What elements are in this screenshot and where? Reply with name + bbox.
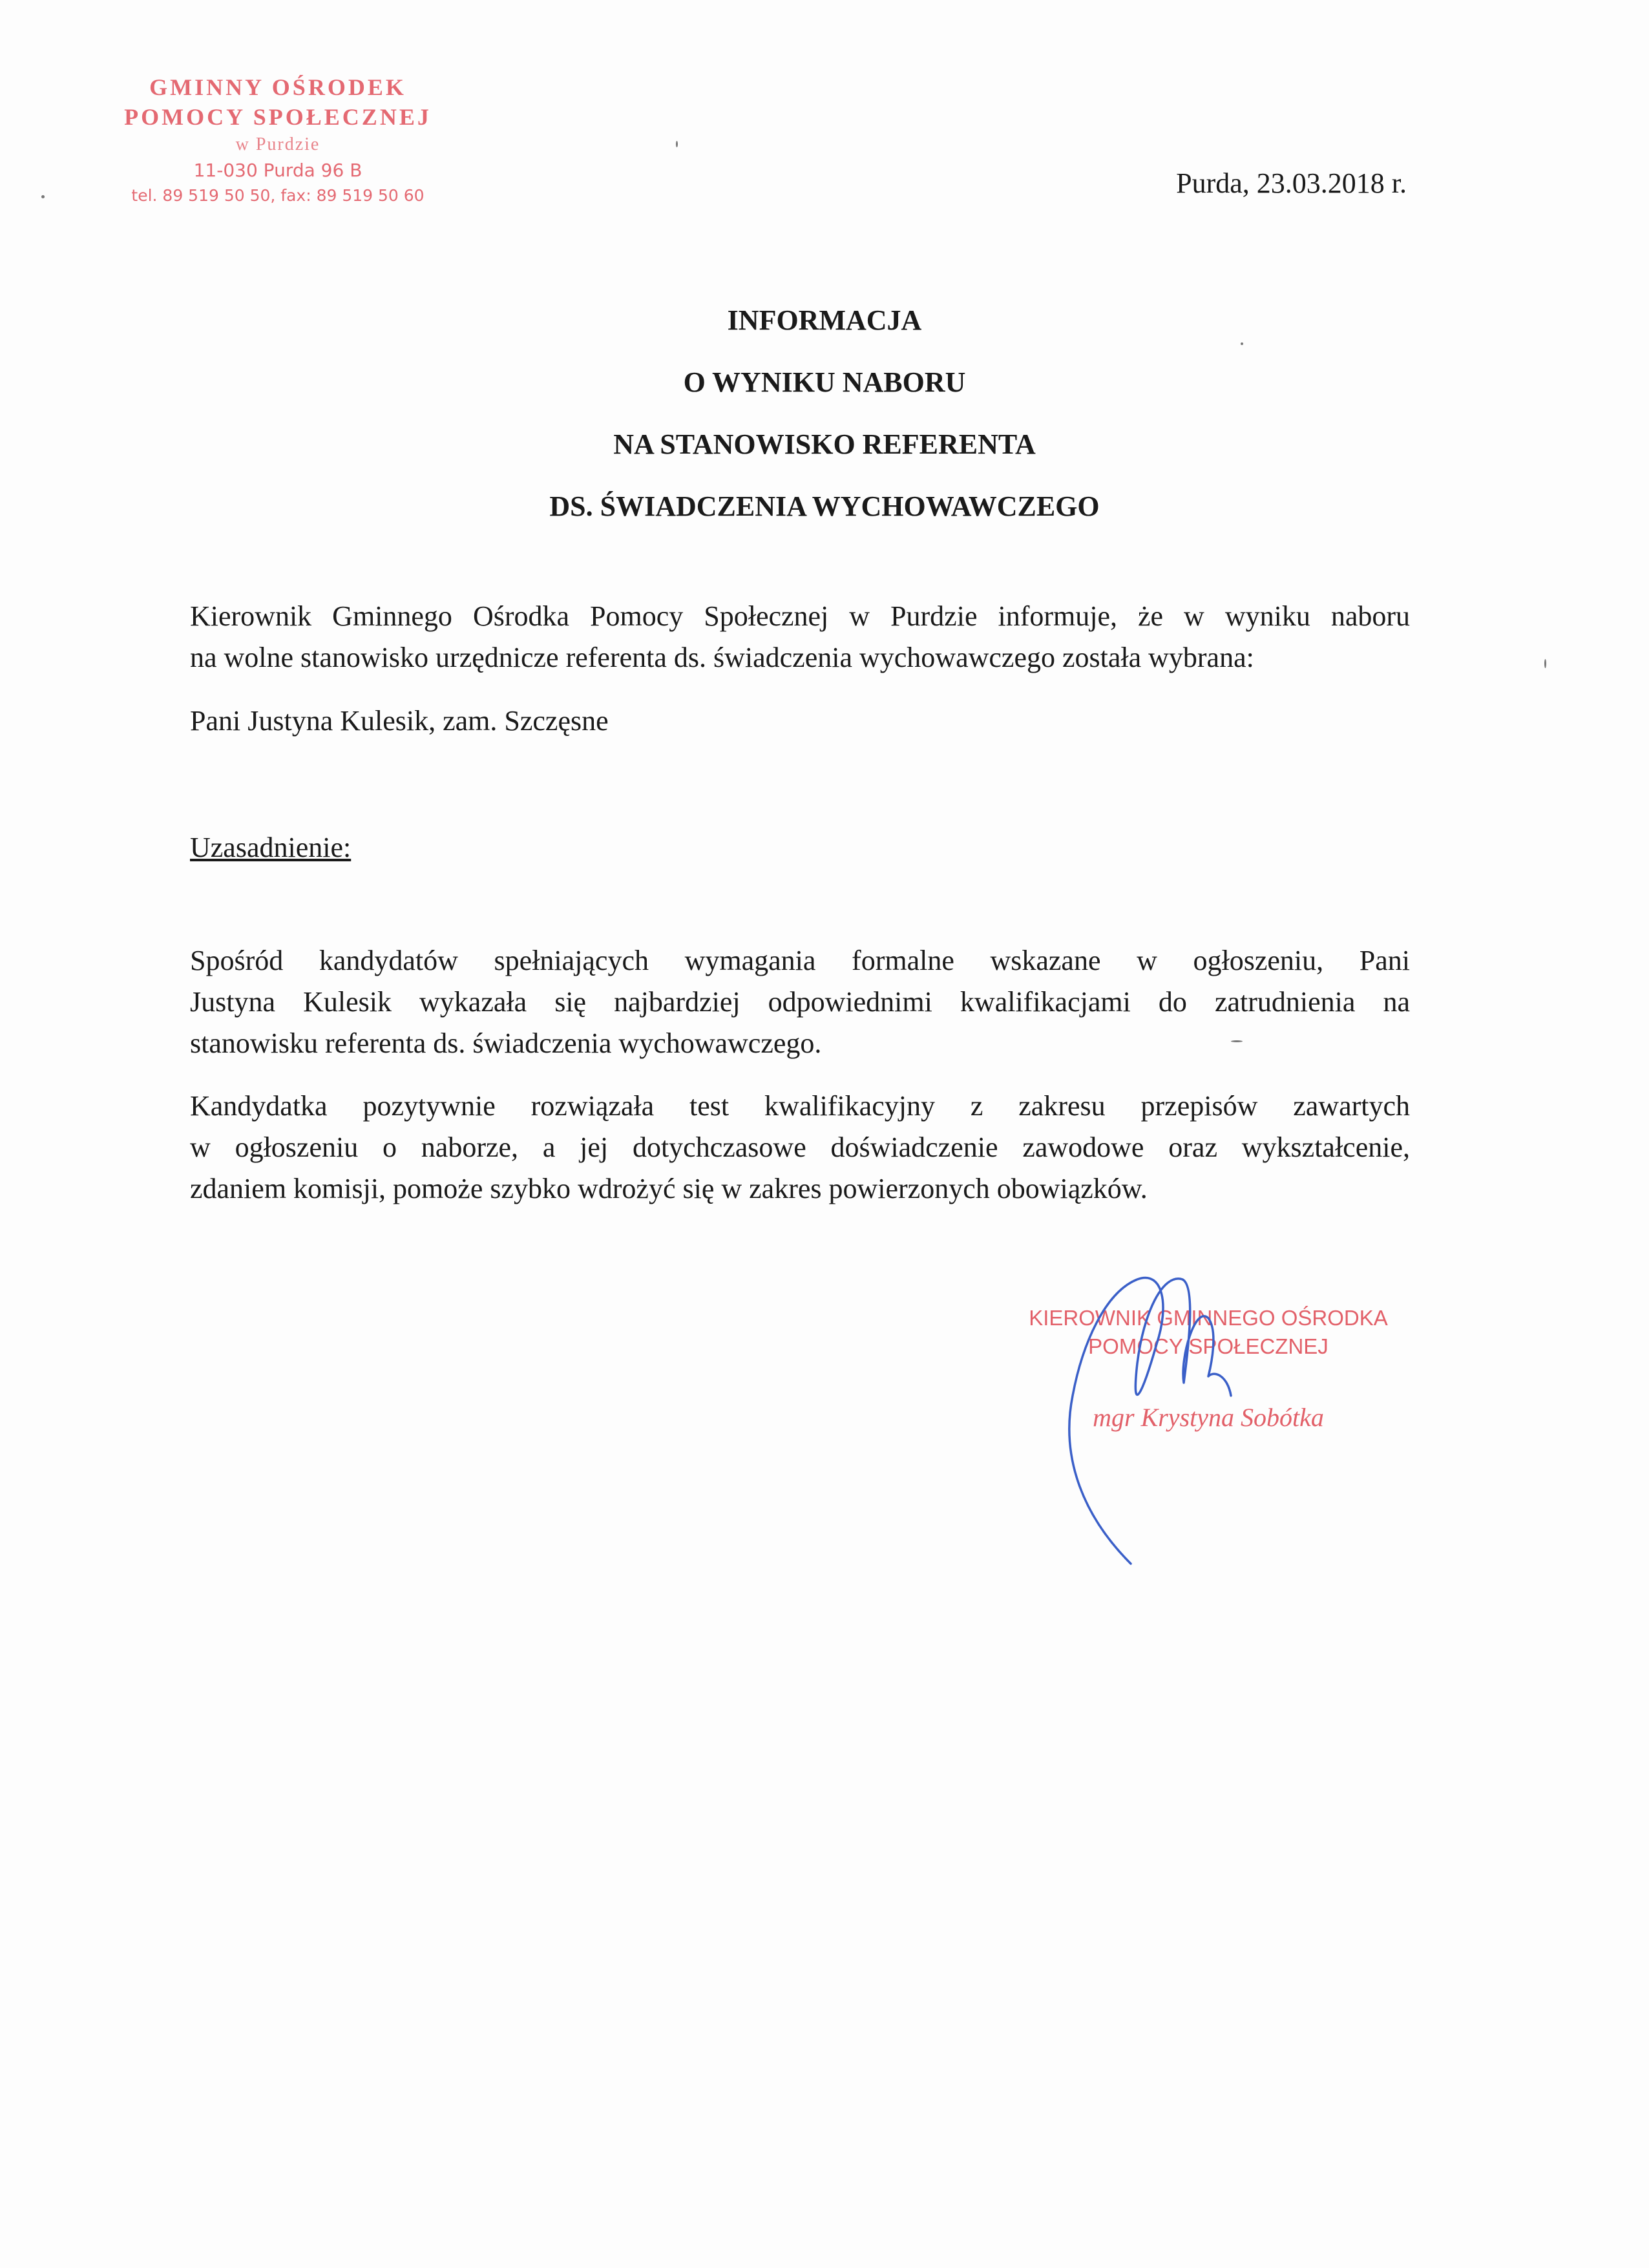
justification-paragraph-2 <box>190 1086 1410 1210</box>
title-line-3: NA STANOWISKO REFERENTA <box>613 428 1036 460</box>
scan-speck <box>41 195 45 198</box>
intro-line-2: na wolne stanowisko urzędnicze referenta ds. świadczenia wychowawczego została wybrana: <box>190 642 1254 673</box>
letterhead-org-line1: GMINNY OŚRODEK <box>149 74 406 100</box>
document-title <box>0 289 1649 538</box>
intro-paragraph <box>190 596 1410 678</box>
letterhead-location: w Purdzie <box>235 134 320 154</box>
para1-line-2: Justyna Kulesik wykazała się najbardziej odpowiednimi kwalifikacjami do zatrudnienia na <box>190 986 1410 1018</box>
handwritten-signature <box>1034 1266 1318 1570</box>
para1-line-1: Spośród kandydatów spełniających wymagania formalne wskazane w ogłoszeniu, Pani <box>190 945 1410 976</box>
scan-speck <box>1241 342 1243 345</box>
letterhead-address: 11-030 Purda 96 B <box>193 160 362 181</box>
para1-line-3: stanowisku referenta ds. świadczenia wychowawczego. <box>190 1027 822 1059</box>
justification-heading: Uzasadnienie: <box>190 832 352 863</box>
selected-person: Pani Justyna Kulesik, zam. Szczęsne <box>190 705 609 737</box>
letterhead-stamp <box>84 72 472 208</box>
signature-stamp-line-2: POMOCY SPOŁECZNEJ <box>1088 1334 1329 1358</box>
para2-line-1: Kandydatka pozytywnie rozwiązała test kwalifikacyjny z zakresu przepisów zawartych <box>190 1090 1410 1122</box>
document-date: Purda, 23.03.2018 r. <box>1176 167 1407 199</box>
letterhead-contact: tel. 89 519 50 50, fax: 89 519 50 60 <box>131 186 425 205</box>
title-line-1: INFORMACJA <box>727 304 922 336</box>
para2-line-2: w ogłoszeniu o naborze, a jej dotychczasowe doświadczenie zawodowe oraz wykształcenie, <box>190 1131 1410 1163</box>
para2-line-3: zdaniem komisji, pomoże szybko wdrożyć się w zakres powierzonych obowiązków. <box>190 1173 1148 1204</box>
signatory-name: mgr Krystyna Sobótka <box>1093 1403 1324 1432</box>
scan-speck <box>676 141 678 147</box>
scan-speck <box>1544 659 1546 668</box>
title-line-2: O WYNIKU NABORU <box>683 366 966 398</box>
intro-line-1: Kierownik Gminnego Ośrodka Pomocy Społecznej w Purdzie informuje, że w wyniku naboru <box>190 600 1410 632</box>
justification-paragraph-1 <box>190 940 1410 1064</box>
title-line-4: DS. ŚWIADCZENIA WYCHOWAWCZEGO <box>549 490 1100 522</box>
signature-stamp-line-1: KIEROWNIK GMINNEGO OŚRODKA <box>1029 1306 1388 1330</box>
scan-speck <box>1231 1040 1243 1042</box>
letterhead-org-line2: POMOCY SPOŁECZNEJ <box>124 104 432 130</box>
